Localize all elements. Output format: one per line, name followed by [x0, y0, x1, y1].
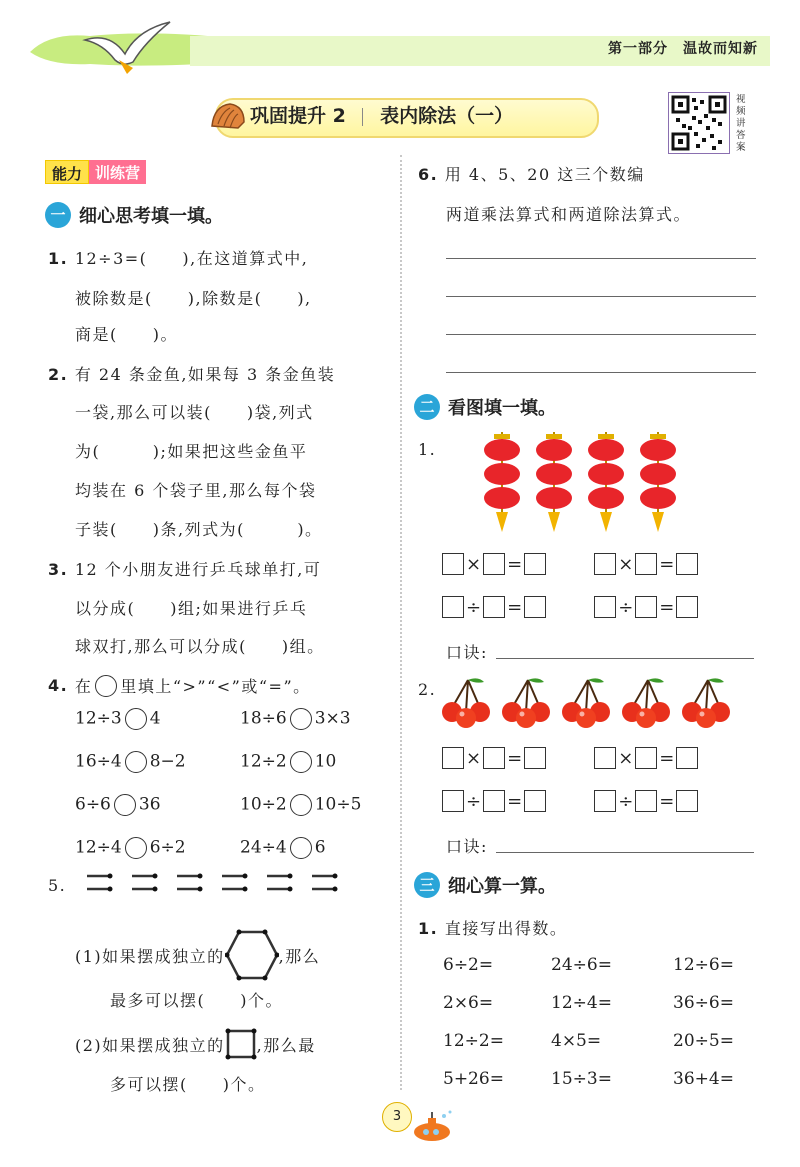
compare-circle[interactable] — [290, 794, 312, 816]
q2-line3: 为( );如果把这些金鱼平 — [75, 442, 308, 461]
compare-circle[interactable] — [125, 708, 147, 730]
answer-box[interactable] — [442, 596, 464, 618]
answer-box[interactable] — [524, 747, 546, 769]
answer-box[interactable] — [635, 747, 657, 769]
submarine-icon — [410, 1110, 456, 1144]
cherries-image — [440, 676, 740, 730]
calc-grid — [443, 955, 763, 1089]
q4 — [48, 674, 311, 697]
compare-circle[interactable] — [290, 751, 312, 773]
q3-line2: 以分成( )组;如果进行乒乓 — [75, 599, 308, 618]
calc-intro-text: 直接写出得数。 — [444, 919, 568, 938]
q6 — [418, 162, 645, 185]
answer-line[interactable] — [446, 334, 756, 335]
answer-box[interactable] — [635, 596, 657, 618]
q1 — [48, 246, 308, 269]
question-number: 6. — [418, 165, 439, 184]
koujue-label: 口诀: — [446, 643, 488, 662]
pic2-div-row: ÷ = ÷ = — [442, 790, 698, 812]
calc-intro — [418, 916, 567, 939]
answer-box[interactable] — [594, 596, 616, 618]
header-part: 第一部分 温故而知新 — [608, 41, 758, 57]
answer-box[interactable] — [676, 747, 698, 769]
compare-item: 18÷6 3×3 — [240, 708, 351, 729]
koujue-line[interactable] — [496, 852, 754, 853]
answer-box[interactable] — [635, 790, 657, 812]
answer-line[interactable] — [446, 372, 756, 373]
section-three-title — [414, 872, 556, 898]
seagull-icon — [75, 12, 175, 82]
q5-part2: (2)如果摆成独立的 ,那么最 — [75, 1028, 316, 1060]
q5-part2-answer: 多可以摆( )个。 — [110, 1075, 266, 1094]
answer-box[interactable] — [483, 596, 505, 618]
q3-line3: 球双打,那么可以分成( )组。 — [75, 637, 325, 656]
page-number: 3 — [382, 1102, 412, 1132]
calc-item: 24÷6= — [551, 955, 612, 975]
answer-box[interactable] — [635, 553, 657, 575]
compare-item: 12÷4 6÷2 — [75, 837, 186, 858]
q6-line2: 两道乘法算式和两道除法算式。 — [446, 205, 692, 224]
ability-badge — [45, 160, 146, 184]
pic1-mult-row: × = × = — [442, 553, 698, 575]
koujue-label: 口诀: — [446, 837, 488, 856]
answer-box[interactable] — [594, 790, 616, 812]
pic1-div-row: ÷ = ÷ = — [442, 596, 698, 618]
question-number: 1. — [418, 919, 439, 938]
calc-item: 20÷5= — [673, 1031, 734, 1051]
column-divider — [400, 155, 402, 1090]
calc-item: 12÷4= — [551, 993, 612, 1013]
question-number: 2. — [48, 365, 69, 384]
answer-box[interactable] — [594, 553, 616, 575]
q2 — [48, 362, 335, 385]
q5-part1: (1)如果摆成独立的 ,那么 — [75, 929, 320, 981]
shell-icon — [210, 100, 246, 132]
calc-item: 15÷3= — [551, 1069, 612, 1089]
answer-box[interactable] — [594, 747, 616, 769]
question-number: 4. — [48, 676, 69, 695]
section-one-title — [45, 202, 223, 228]
q4-intro-b: 里填上“>”“<”或“=”。 — [120, 677, 311, 696]
q2-line2: 一袋,那么可以装( )袋,列式 — [75, 403, 314, 422]
pic2-number: 2. — [418, 680, 437, 699]
answer-box[interactable] — [483, 790, 505, 812]
calc-item: 36÷6= — [673, 993, 734, 1013]
answer-line[interactable] — [446, 258, 756, 259]
q5-part1-answer: 最多可以摆( )个。 — [110, 991, 283, 1010]
qr-code[interactable] — [668, 92, 730, 154]
pic1-number: 1. — [418, 440, 437, 459]
compare-item: 12÷3 4 — [75, 708, 161, 729]
calc-item: 2×6= — [443, 993, 494, 1013]
section-label: 细心思考填一填。 — [79, 206, 223, 227]
q2-line4: 均装在 6 个袋子里,那么每个袋 — [75, 481, 317, 500]
answer-box[interactable] — [524, 790, 546, 812]
q1-line1: 12÷3=( ),在这道算式中, — [74, 249, 309, 268]
page-title — [250, 101, 513, 128]
compare-item: 12÷2 10 — [240, 751, 337, 772]
hexagon-icon — [225, 929, 279, 981]
calc-item: 12÷6= — [673, 955, 734, 975]
answer-box[interactable] — [442, 790, 464, 812]
q1-line2: 被除数是( ),除数是( ), — [75, 289, 312, 308]
q1-line3: 商是( )。 — [75, 325, 178, 344]
answer-box[interactable] — [524, 596, 546, 618]
question-number: 1. — [48, 249, 69, 268]
section-number: 三 — [414, 872, 440, 898]
compare-circle — [95, 675, 117, 697]
answer-box[interactable] — [442, 747, 464, 769]
q6-line1: 用 4、5、20 这三个数编 — [444, 165, 645, 184]
answer-box[interactable] — [676, 553, 698, 575]
compare-item: 10÷2 10÷5 — [240, 794, 362, 815]
answer-box[interactable] — [483, 747, 505, 769]
badge-left: 能力 — [45, 160, 89, 184]
section-label: 细心算一算。 — [448, 876, 556, 897]
lanterns-image — [482, 432, 682, 536]
koujue-line[interactable] — [496, 658, 754, 659]
section-number: 二 — [414, 394, 440, 420]
q3-line1: 12 个小朋友进行乒乓球单打,可 — [74, 560, 322, 579]
answer-line[interactable] — [446, 296, 756, 297]
q3 — [48, 557, 321, 580]
matchsticks-icon — [82, 870, 352, 896]
badge-right: 训练营 — [89, 160, 146, 184]
compare-grid — [75, 708, 395, 859]
qr-caption: 视频讲答案 — [736, 94, 746, 153]
calc-item: 12÷2= — [443, 1031, 504, 1051]
compare-item: 24÷4 6 — [240, 837, 326, 858]
compare-circle[interactable] — [125, 751, 147, 773]
calc-item: 5+26= — [443, 1069, 504, 1089]
compare-item: 6÷6 36 — [75, 794, 161, 815]
question-number: 3. — [48, 560, 69, 579]
compare-circle[interactable] — [125, 837, 147, 859]
lesson-label: 巩固提升 2 — [250, 105, 346, 127]
answer-box[interactable] — [524, 553, 546, 575]
section-two-title — [414, 394, 556, 420]
answer-box[interactable] — [676, 596, 698, 618]
section-number: 一 — [45, 202, 71, 228]
q2-line1: 有 24 条金鱼,如果每 3 条金鱼装 — [74, 365, 336, 384]
q2-line5: 子装( )条,列式为( )。 — [75, 520, 323, 539]
pic2-mult-row: × = × = — [442, 747, 698, 769]
answer-box[interactable] — [676, 790, 698, 812]
q4-intro-a: 在 — [74, 677, 93, 696]
section-label: 看图填一填。 — [448, 398, 556, 419]
answer-box[interactable] — [442, 553, 464, 575]
compare-circle[interactable] — [114, 794, 136, 816]
square-icon — [225, 1028, 257, 1060]
compare-item: 16÷4 8−2 — [75, 751, 186, 772]
calc-item: 6÷2= — [443, 955, 494, 975]
compare-circle[interactable] — [290, 708, 312, 730]
answer-box[interactable] — [483, 553, 505, 575]
q5-number: 5. — [48, 876, 67, 895]
calc-item: 4×5= — [551, 1031, 602, 1051]
topic-label: 表内除法（一） — [380, 105, 514, 127]
compare-circle[interactable] — [290, 837, 312, 859]
calc-item: 36+4= — [673, 1069, 734, 1089]
